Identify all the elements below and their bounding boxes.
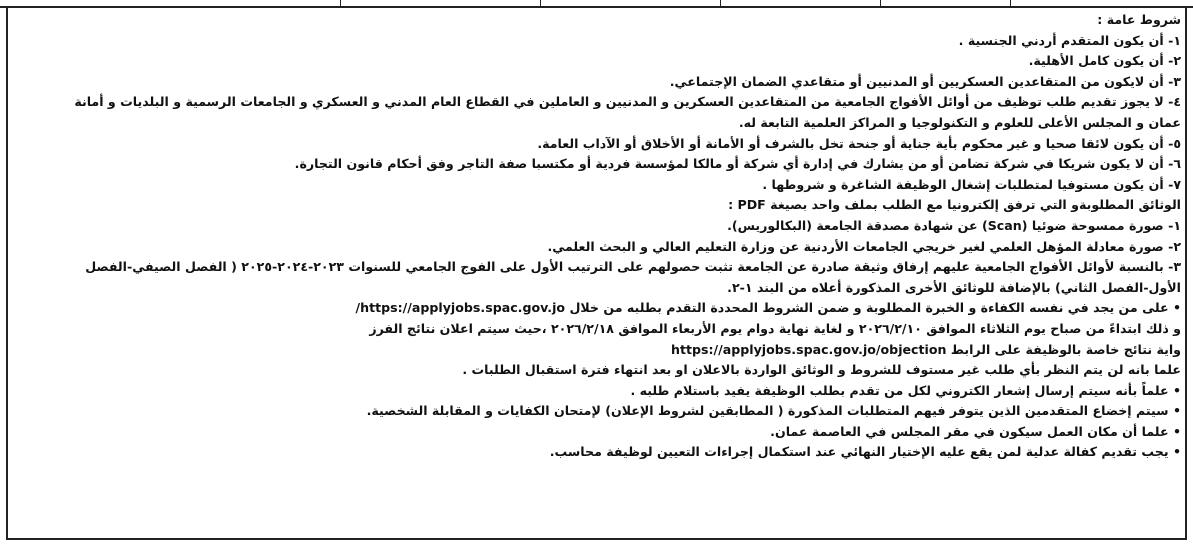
table-column-divider bbox=[880, 0, 881, 8]
note-item: • سيتم إخضاع المتقدمين الذين يتوفر فيهم المتطلبات المذكورة ( المطابقين لشروط الإعلان) لإمتحان الكفايات و المقابلة الشخصية. bbox=[10, 401, 1181, 422]
table-bottom-edge bbox=[0, 0, 1193, 8]
document-item: ٢- صورة معادلة المؤهل العلمي لغير خريجي الجامعات الأردنية عن وزارة التعليم العالي و البحث العلمي. bbox=[547, 238, 1181, 254]
document-item-continued: الأول-الفصل الثاني) بالإضافة للوثائق الأخرى المذكورة أعلاه من البند ١-٢. bbox=[727, 279, 1181, 295]
document-item: ١- صورة ممسوحة ضوئيا (Scan) عن شهادة مصدقة الجامعة (البكالوريس). bbox=[727, 217, 1181, 233]
table-column-divider bbox=[340, 0, 341, 8]
condition-item: ٦- أن لا يكون شريكا في شركة تضامن أو من يشارك في إدارة أي شركة أو مالكا لمؤسسة فردية أو مكتسبا صفة التاجر وفق أحكام قانون التجارة. bbox=[294, 156, 1181, 172]
condition-item: ٣- أن لايكون من المتقاعدين العسكريين أو المدنيين أو متقاعدي الضمان الإجتماعي. bbox=[669, 73, 1181, 89]
incomplete-applications-note: علما بانه لن يتم النظر بأي طلب غير مستوف للشروط و الوثائق الواردة بالاعلان او بعد انتهاء فترة استقبال الطلبات . bbox=[462, 362, 1181, 378]
condition-item: ١- أن يكون المتقدم أردني الجنسية . bbox=[958, 32, 1181, 48]
apply-instructions: • على من يجد في نفسه الكفاءة و الخبرة المطلوبة و ضمن الشروط المحددة التقدم بطلبه من خلال https://applyjobs.spac.gov.jo/ bbox=[10, 298, 1181, 319]
condition-item: ٧- أن يكون مستوفيا لمتطلبات إشغال الوظيفة الشاغرة و شروطها . bbox=[762, 176, 1181, 192]
table-column-divider bbox=[1010, 0, 1011, 8]
note-item: • علما أن مكان العمل سيكون في مقر المجلس في العاصمة عمان. bbox=[10, 422, 1181, 443]
condition-item: ٤- لا يجوز تقديم طلب توظيف من أوائل الأفواج الجامعية من المتقاعدين العسكرين و المدنيين و العاملين في القطاع العام المدني و العسكري و الجامعات الرسمية و البلديات و أمانة bbox=[74, 94, 1181, 110]
table-column-divider bbox=[540, 0, 541, 8]
results-link-line: واية نتائج خاصة بالوظيفة على الرابط https://applyjobs.spac.gov.jo/objection bbox=[671, 341, 1181, 357]
condition-item-continued: عمان و المجلس الأعلى للعلوم و التكنولوجيا و المراكز العلمية التابعة له. bbox=[738, 114, 1181, 130]
table-column-divider bbox=[720, 0, 721, 8]
general-conditions-heading: شروط عامة : bbox=[1097, 12, 1181, 27]
note-item: • يجب تقديم كفالة عدلية لمن يقع عليه الإختيار النهائي عند استكمال إجراءات التعيين لوظيفة محاسب. bbox=[10, 442, 1181, 463]
note-item: • علماً بأنه سيتم إرسال إشعار الكتروني لكل من تقدم بطلب الوظيفة يفيد باستلام طلبه . bbox=[10, 381, 1181, 402]
condition-item: ٢- أن يكون كامل الأهلية. bbox=[1028, 53, 1181, 69]
condition-item: ٥- أن يكون لائقا صحيا و غير محكوم بأية جناية أو جنحة تخل بالشرف أو الأمانة أو الأخلاق أو الآداب العامة. bbox=[537, 135, 1181, 151]
apply-dates: و ذلك ابتداءً من صباح يوم الثلاثاء الموافق ٢٠٢٦/٢/١٠ و لغاية نهاية دوام يوم الأربعاء الموافق ٢٠٢٦/٢/١٨ ،حيث سيتم اعلان نتائج الفرز bbox=[369, 320, 1181, 336]
conditions-content bbox=[10, 10, 1181, 463]
document-item: ٣- بالنسبة لأوائل الأفواج الجامعية عليهم إرفاق وثيقة صادرة عن الجامعة تثبت حصولهم على الترتيب الأول على الفوج الجامعي للسنوات ٢٠٢٣-٢٠٢٤-٢٠٢٥ ( الفصل الصيفي-الفصل bbox=[85, 259, 1181, 275]
documents-heading: الوثائق المطلوبةو التي ترفق إلكترونيا مع الطلب بملف واحد بصيغة PDF : bbox=[728, 197, 1181, 213]
